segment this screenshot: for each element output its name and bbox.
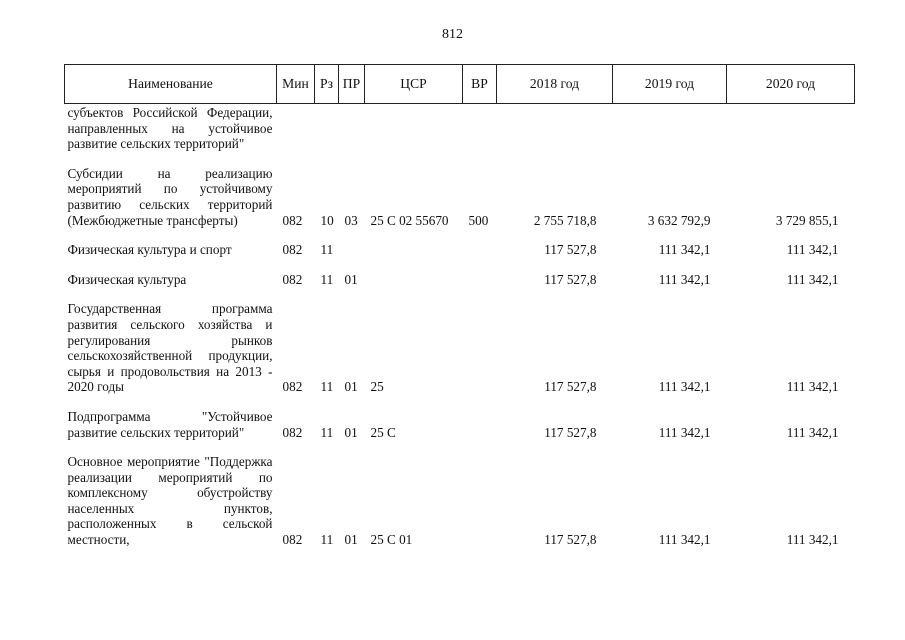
page-number: 812 xyxy=(442,27,463,42)
row-pr: 01 xyxy=(344,424,358,440)
row-csr xyxy=(365,242,463,258)
row-name: Субсидии на реализацию мероприятий по устойчивому развитию сельских территорий (Межбюджетные трансферты) xyxy=(67,165,273,228)
header-2019: 2019 год xyxy=(613,65,727,104)
row-min: 082 xyxy=(282,424,303,440)
row-rz: 11 xyxy=(320,271,334,287)
row-vr: 500 xyxy=(468,212,489,228)
row-vr xyxy=(463,301,497,395)
row-2020: 3 729 855,1 xyxy=(775,212,839,228)
row-rz: 11 xyxy=(320,379,334,395)
row-vr xyxy=(463,272,497,288)
header-name: Наименование xyxy=(65,65,277,104)
row-pr: 01 xyxy=(344,532,358,548)
row-name: субъектов Российской Федерации, направленных на устойчивое развитие сельских территорий" xyxy=(67,105,273,152)
row-2018: 117 527,8 xyxy=(544,532,597,548)
row-vr xyxy=(463,242,497,258)
row-rz: 11 xyxy=(320,424,334,440)
header-rz: Рз xyxy=(315,65,339,104)
row-2020: 111 342,1 xyxy=(786,424,839,440)
row-name: Подпрограмма "Устойчивое развитие сельских территорий" xyxy=(67,408,273,440)
table-row xyxy=(65,301,855,395)
header-2020: 2020 год xyxy=(727,65,855,104)
header-pr: ПР xyxy=(339,65,365,104)
row-min: 082 xyxy=(282,271,303,287)
header-vr: ВР xyxy=(463,65,497,104)
row-2018 xyxy=(497,104,613,152)
table-header-row xyxy=(65,65,855,104)
row-2019: 111 342,1 xyxy=(658,379,711,395)
row-rz: 10 xyxy=(320,212,334,228)
table-row xyxy=(65,104,855,152)
row-csr xyxy=(365,272,463,288)
table-row xyxy=(65,409,855,440)
row-2020: 111 342,1 xyxy=(786,271,839,287)
row-csr: 25 xyxy=(370,379,384,395)
row-min: 082 xyxy=(282,212,303,228)
row-2018: 2 755 718,8 xyxy=(533,212,597,228)
row-min: 082 xyxy=(282,532,303,548)
table-row xyxy=(65,166,855,228)
row-name: Основное мероприятие "Поддержка реализации мероприятий по комплексному обустройству населенных пунктов, расположенных в сельской местности, xyxy=(67,454,273,548)
row-vr xyxy=(463,454,497,548)
row-2020: 111 342,1 xyxy=(786,242,839,258)
header-csr: ЦСР xyxy=(365,65,463,104)
row-2019: 3 632 792,9 xyxy=(647,212,711,228)
row-pr xyxy=(339,242,365,258)
header-min: Мин xyxy=(277,65,315,104)
row-2020 xyxy=(727,104,855,152)
header-2018: 2018 год xyxy=(497,65,613,104)
row-csr: 25 С xyxy=(370,424,396,440)
row-vr xyxy=(463,104,497,152)
row-csr: 25 С 02 55670 xyxy=(370,212,449,228)
row-2018: 117 527,8 xyxy=(544,271,597,287)
table-row xyxy=(65,242,855,258)
row-pr: 01 xyxy=(344,379,358,395)
row-2019: 111 342,1 xyxy=(658,532,711,548)
row-name: Государственная программа развития сельского хозяйства и регулирования рынков сельскохозяйственной продукции, сырья и продовольствия на 2013 - 2020 годы xyxy=(67,301,273,395)
row-2020: 111 342,1 xyxy=(786,379,839,395)
row-min: 082 xyxy=(282,242,303,258)
row-min xyxy=(277,104,315,152)
budget-table xyxy=(64,64,855,548)
row-pr xyxy=(339,104,365,152)
table-row xyxy=(65,272,855,288)
row-vr xyxy=(463,409,497,440)
row-csr: 25 С 01 xyxy=(370,532,413,548)
row-csr xyxy=(365,104,463,152)
row-min: 082 xyxy=(282,379,303,395)
row-2019: 111 342,1 xyxy=(658,271,711,287)
row-2018: 117 527,8 xyxy=(544,379,597,395)
row-2019: 111 342,1 xyxy=(658,242,711,258)
row-name: Физическая культура xyxy=(67,271,187,287)
row-rz xyxy=(315,104,339,152)
row-2019 xyxy=(613,104,727,152)
row-2019: 111 342,1 xyxy=(658,424,711,440)
table-row xyxy=(65,454,855,548)
row-rz: 11 xyxy=(320,242,334,258)
row-2020: 111 342,1 xyxy=(786,532,839,548)
row-pr: 03 xyxy=(344,212,358,228)
row-2018: 117 527,8 xyxy=(544,242,597,258)
row-pr: 01 xyxy=(344,271,358,287)
row-rz: 11 xyxy=(320,532,334,548)
row-name: Физическая культура и спорт xyxy=(67,242,232,258)
row-2018: 117 527,8 xyxy=(544,424,597,440)
